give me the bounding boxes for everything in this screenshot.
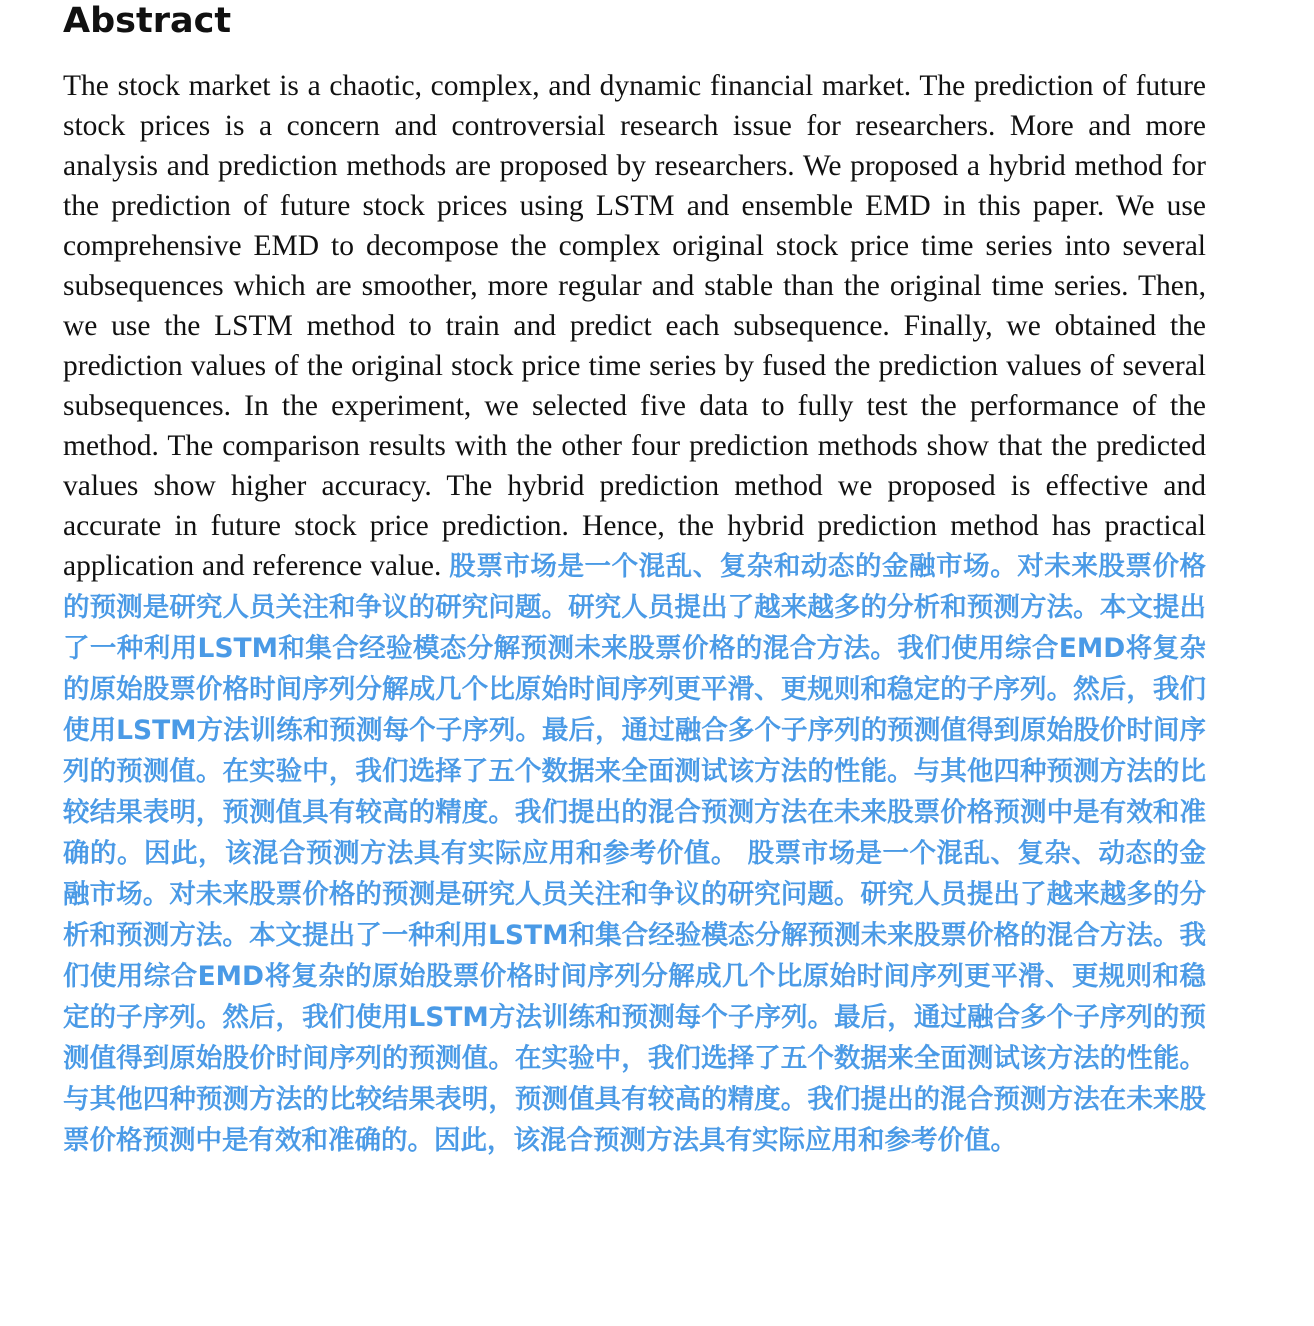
paper-page [63,0,1206,1161]
abstract-english-text: The stock market is a chaotic, complex, and dynamic financial market. The prediction of future stock prices is a concern and controversial research issue for researchers. More and more analysis and prediction methods are proposed by researchers. We proposed a hybrid method for the prediction of future stock prices using LSTM and ensemble EMD in this paper. We use comprehensive EMD to decompose the complex original stock price time series into several subsequences which are smoother, more regular and stable than the original time series. Then, we use the LSTM method to train and predict each subsequence. Finally, we obtained the prediction values of the original stock price time series by fused the prediction values of several subsequences. In the experiment, we selected five data to fully test the performance of the method. The comparison results with the other four prediction methods show that the predicted values show higher accuracy. The hybrid prediction method we proposed is effective and accurate in future stock price prediction. Hence, the hybrid prediction method has practical application and reference value. [63,70,1206,582]
section-heading-abstract: Abstract [63,1,232,41]
abstract-chinese-translation: 股票市场是一个混乱、复杂和动态的金融市场。对未来股票价格的预测是研究人员关注和争议的研究问题。研究人员提出了越来越多的分析和预测方法。本文提出了一种利用LSTM和集合经验模态分解预测未来股票价格的混合方法。我们使用综合EMD将复杂的原始股票价格时间序列分解成几个比原始时间序列更平滑、更规则和稳定的子序列。然后，我们使用LSTM方法训练和预测每个子序列。最后，通过融合多个子序列的预测值得到原始股价时间序列的预测值。在实验中，我们选择了五个数据来全面测试该方法的性能。与其他四种预测方法的比较结果表明，预测值具有较高的精度。我们提出的混合预测方法在未来股票价格预测中是有效和准确的。因此，该混合预测方法具有实际应用和参考价值。 股票市场是一个混乱、复杂、动态的金融市场。对未来股票价格的预测是研究人员关注和争议的研究问题。研究人员提出了越来越多的分析和预测方法。本文提出了一种利用LSTM和集合经验模态分解预测未来股票价格的混合方法。我们使用综合EMD将复杂的原始股票价格时间序列分解成几个比原始时间序列更平滑、更规则和稳定的子序列。然后，我们使用LSTM方法训练和预测每个子序列。最后，通过融合多个子序列的预测值得到原始股价时间序列的预测值。在实验中，我们选择了五个数据来全面测试该方法的性能。与其他四种预测方法的比较结果表明，预测值具有较高的精度。我们提出的混合预测方法在未来股票价格预测中是有效和准确的。因此，该混合预测方法具有实际应用和参考价值。 [63,551,1207,1156]
abstract-paragraph [63,66,1206,1161]
